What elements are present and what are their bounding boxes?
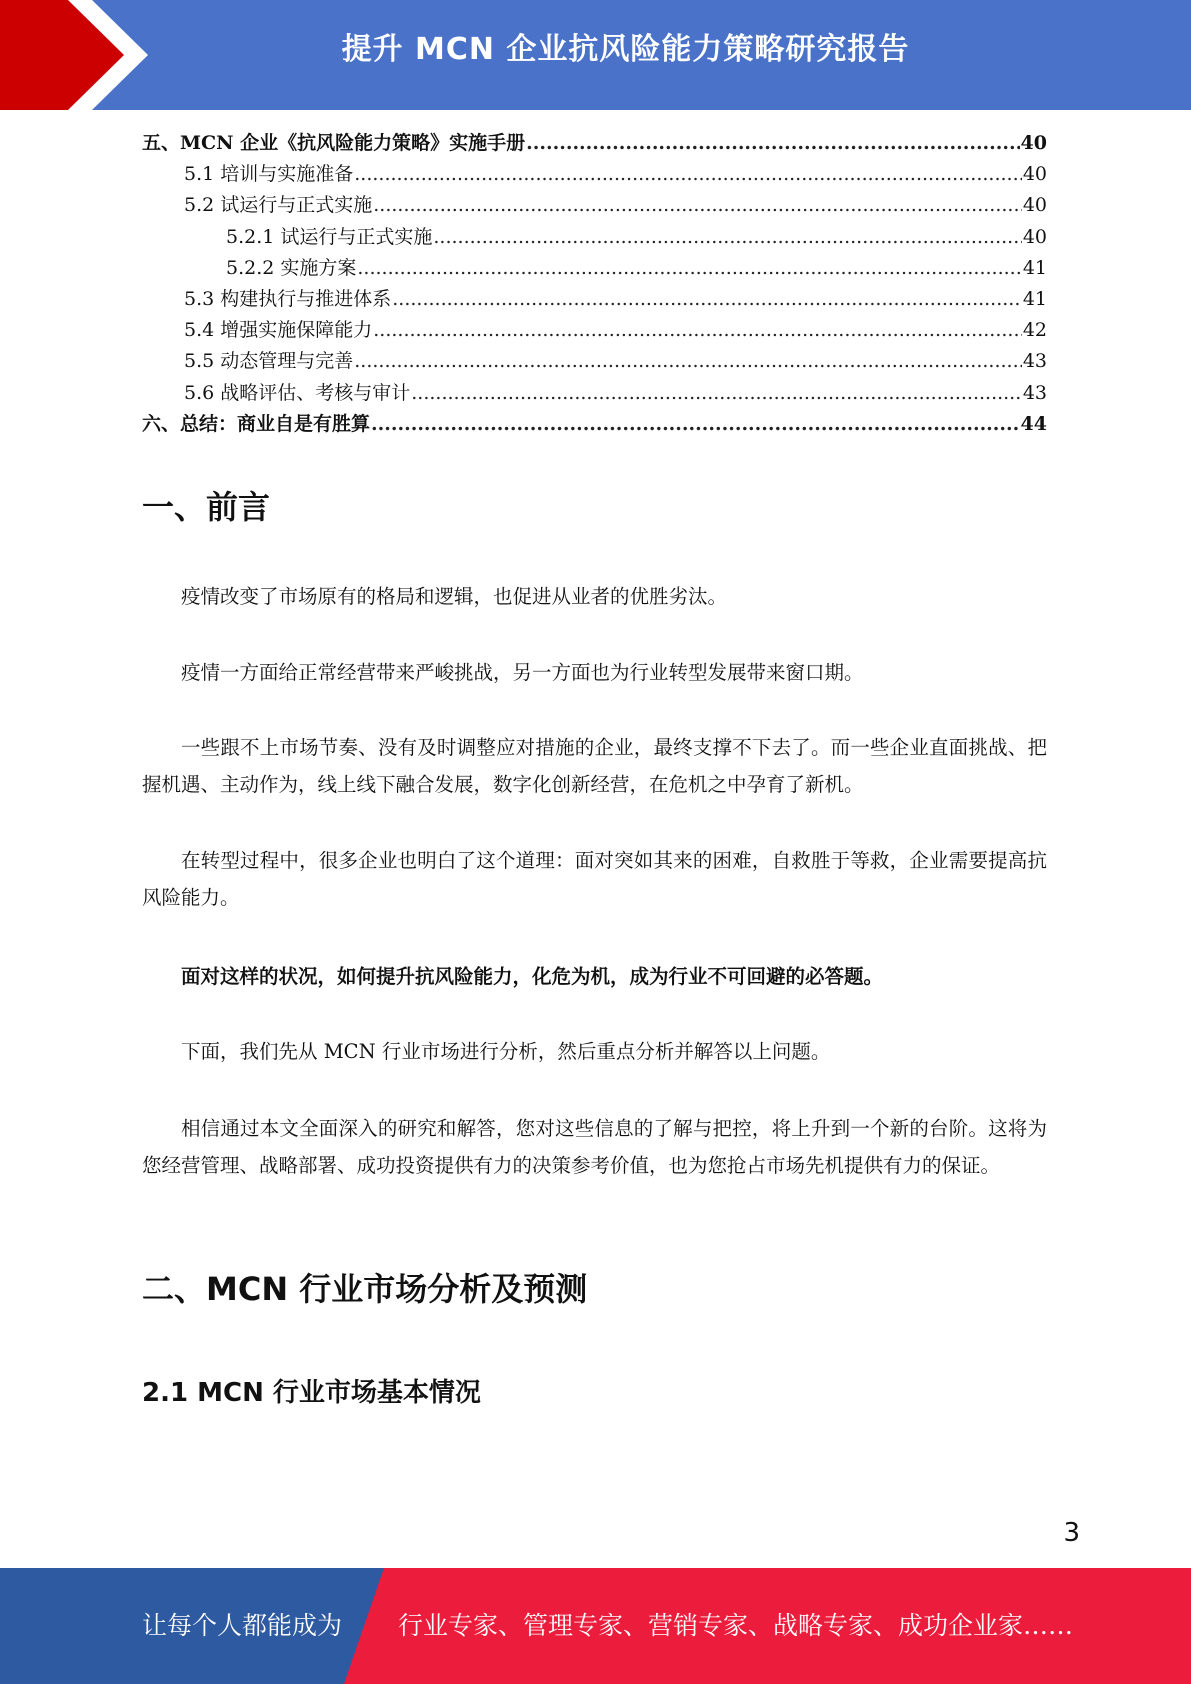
toc-entry-5-2[interactable] [142,190,1047,221]
toc-entry-page: 43 [1022,350,1047,373]
toc-entry-page: 43 [1022,381,1047,404]
toc-entry-5-4[interactable] [142,315,1047,346]
toc-entry-5-2-2[interactable] [142,253,1047,284]
toc-entry-page: 40 [1022,194,1047,217]
section-1-heading: 一、前言 [142,488,271,526]
paragraph-3: 一些跟不上市场节奏、没有及时调整应对措施的企业，最终支撑不下去了。而一些企业直面挑战、把握机遇、主动作为，线上线下融合发展，数字化创新经营，在危机之中孕育了新机。 [142,736,1047,796]
subsection-2-1-heading: 2.1 MCN 行业市场基本情况 [142,1378,481,1408]
paragraph-1: 疫情改变了市场原有的格局和逻辑，也促进从业者的优胜劣汰。 [181,585,728,608]
toc-entry-text: 五、MCN 企业《抗风险能力策略》实施手册 [142,132,526,154]
toc-entry-page: 42 [1022,319,1047,342]
paragraph-5-bold: 面对这样的状况，如何提升抗风险能力，化危为机，成为行业不可回避的必答题。 [181,965,884,988]
toc-entry-text: 5.2.1 试运行与正式实施 [226,225,433,248]
page-number: 3 [1063,1518,1080,1548]
table-of-contents [142,128,1047,440]
page-footer [0,1568,1191,1684]
toc-leader [433,226,1021,248]
toc-entry-5-1[interactable] [142,159,1047,190]
footer-slogan-left: 让每个人都能成为 [142,1611,343,1640]
toc-entry-text: 5.3 构建执行与推进体系 [184,287,392,310]
toc-entry-5-2-1[interactable] [142,222,1047,253]
toc-leader [526,132,1019,154]
toc-entry-text: 5.2.2 实施方案 [226,256,357,279]
toc-entry-6[interactable] [142,409,1047,440]
toc-leader [354,163,1022,185]
toc-entry-5-6[interactable] [142,378,1047,409]
toc-leader [371,413,1020,435]
toc-entry-text: 5.2 试运行与正式实施 [184,194,373,217]
toc-leader [373,194,1022,216]
toc-leader [373,319,1022,341]
page-header [0,0,1191,110]
toc-entry-5[interactable] [142,128,1047,159]
toc-entry-page: 40 [1022,225,1047,248]
toc-entry-text: 5.5 动态管理与完善 [184,350,354,373]
footer-slogan-right: 行业专家、管理专家、营销专家、战略专家、成功企业家…… [398,1611,1074,1640]
toc-entry-text: 5.4 增强实施保障能力 [184,319,373,342]
toc-entry-text: 5.1 培训与实施准备 [184,163,354,186]
toc-leader [392,288,1022,310]
toc-entry-5-5[interactable] [142,346,1047,377]
toc-entry-page: 41 [1022,287,1047,310]
toc-leader [354,350,1022,372]
toc-entry-5-3[interactable] [142,284,1047,315]
toc-entry-page: 40 [1022,163,1047,186]
toc-entry-page: 44 [1020,412,1047,435]
toc-entry-text: 5.6 战略评估、考核与审计 [184,381,411,404]
toc-entry-page: 40 [1020,132,1047,154]
toc-leader [411,382,1022,404]
section-2-heading: 二、MCN 行业市场分析及预测 [142,1270,588,1308]
toc-entry-text: 六、总结：商业自是有胜算 [142,412,371,435]
toc-entry-page: 41 [1022,256,1047,279]
paragraph-6: 下面，我们先从 MCN 行业市场进行分析，然后重点分析并解答以上问题。 [181,1040,831,1063]
paragraph-2: 疫情一方面给正常经营带来严峻挑战，另一方面也为行业转型发展带来窗口期。 [181,661,864,684]
report-title: 提升 MCN 企业抗风险能力策略研究报告 [341,32,910,67]
toc-leader [357,257,1021,279]
paragraph-4: 在转型过程中，很多企业也明白了这个道理：面对突如其来的困难，自救胜于等救，企业需要提高抗风险能力。 [142,849,1047,909]
paragraph-7: 相信通过本文全面深入的研究和解答，您对这些信息的了解与把控，将上升到一个新的台阶。这将为您经营管理、战略部署、成功投资提供有力的决策参考价值，也为您抢占市场先机提供有力的保证。 [142,1117,1047,1177]
